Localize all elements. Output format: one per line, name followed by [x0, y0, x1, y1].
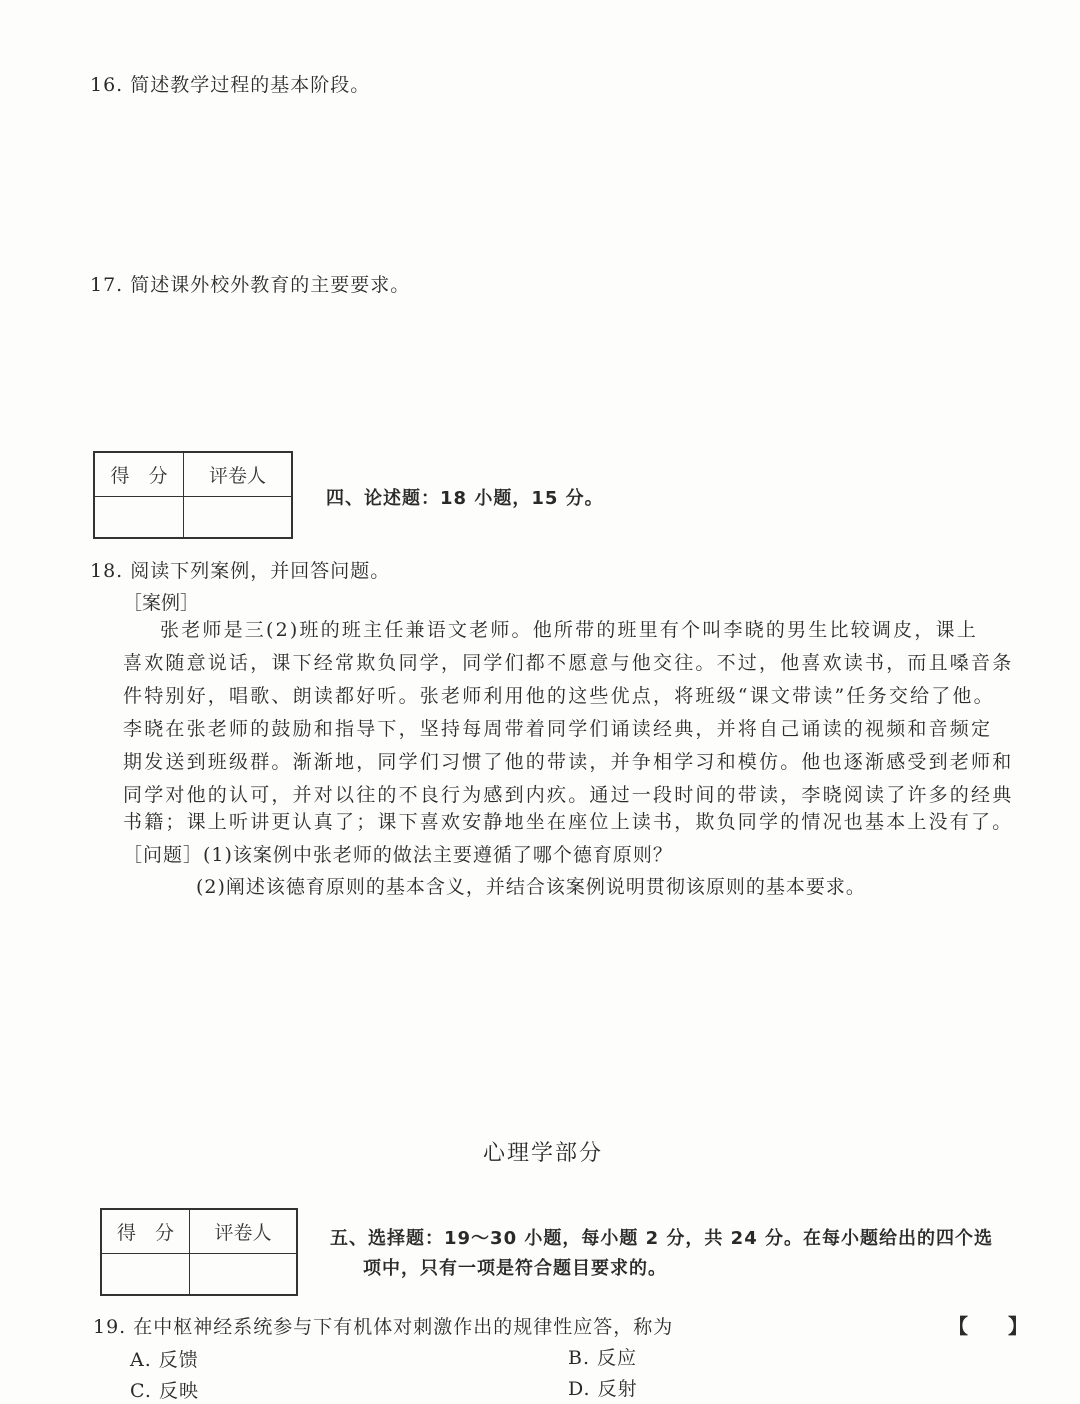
option-b[interactable]: B. 反应 [568, 1347, 638, 1369]
question-18-stem: 18. 阅读下列案例，并回答问题。 [90, 560, 391, 582]
option-d[interactable]: D. 反射 [568, 1378, 638, 1400]
case-line-4: 李晓在张老师的鼓励和指导下，坚持每周带着同学们诵读经典，并将自己诵读的视频和音频定 [123, 718, 993, 740]
case-line-1: 张老师是三(2)班的班主任兼语文老师。他所带的班里有个叫李晓的男生比较调皮，课上 [160, 619, 978, 641]
case-line-2: 喜欢随意说话，课下经常欺负同学，同学们都不愿意与他交往。不过，他喜欢读书，而且嗓音条 [123, 652, 1014, 674]
question-19-stem: 19. 在中枢神经系统参与下有机体对刺激作出的规律性应答，称为 [93, 1316, 674, 1338]
case-line-5: 期发送到班级群。渐渐地，同学们习惯了他的带读，并争相学习和模仿。他也逐渐感受到老师和 [123, 751, 1014, 773]
psychology-section-title: 心理学部分 [483, 1141, 604, 1166]
question-18-part-1 [123, 840, 673, 867]
question-1-text: (1)该案例中张老师的做法主要遵循了哪个德育原则？ [203, 844, 673, 866]
case-line-6: 同学对他的认可，并对以往的不良行为感到内疚。通过一段时间的带读，李晓阅读了许多的经典 [123, 784, 1014, 806]
case-line-3: 件特别好，唱歌、朗读都好听。张老师利用他的这些优点，将班级“课文带读”任务交给了他。 [123, 685, 995, 707]
case-label: ［案例］ [123, 592, 200, 614]
grader-label: 评卷人 [190, 1209, 298, 1253]
grader-label: 评卷人 [184, 452, 293, 496]
section-4-title: 四、论述题：18 小题，15 分。 [326, 488, 604, 509]
score-cell[interactable] [101, 1253, 190, 1295]
question-16: 16. 简述教学过程的基本阶段。 [90, 74, 371, 96]
question-17: 17. 简述课外校外教育的主要要求。 [90, 274, 411, 296]
option-a[interactable]: A. 反馈 [130, 1349, 199, 1371]
question-18-part-2: (2)阐述该德育原则的基本含义，并结合该案例说明贯彻该原则的基本要求。 [196, 876, 866, 898]
option-c[interactable]: C. 反映 [130, 1380, 199, 1402]
grader-cell[interactable] [190, 1253, 298, 1295]
score-box-section-4 [93, 451, 293, 539]
score-cell[interactable] [94, 496, 184, 538]
question-label: ［问题］ [123, 844, 204, 866]
score-label: 得 分 [101, 1209, 190, 1253]
case-line-7: 书籍；课上听讲更认真了；课下喜欢安静地坐在座位上读书，欺负同学的情况也基本上没有了。 [123, 811, 1014, 833]
score-label: 得 分 [94, 452, 184, 496]
section-5-instructions-line-1: 五、选择题：19～30 小题，每小题 2 分，共 24 分。在每小题给出的四个选 [330, 1228, 994, 1249]
answer-bracket[interactable]: 【 】 [948, 1314, 1028, 1338]
section-5-instructions-line-2: 项中，只有一项是符合题目要求的。 [363, 1258, 667, 1279]
score-box-section-5 [100, 1208, 298, 1296]
grader-cell[interactable] [184, 496, 293, 538]
